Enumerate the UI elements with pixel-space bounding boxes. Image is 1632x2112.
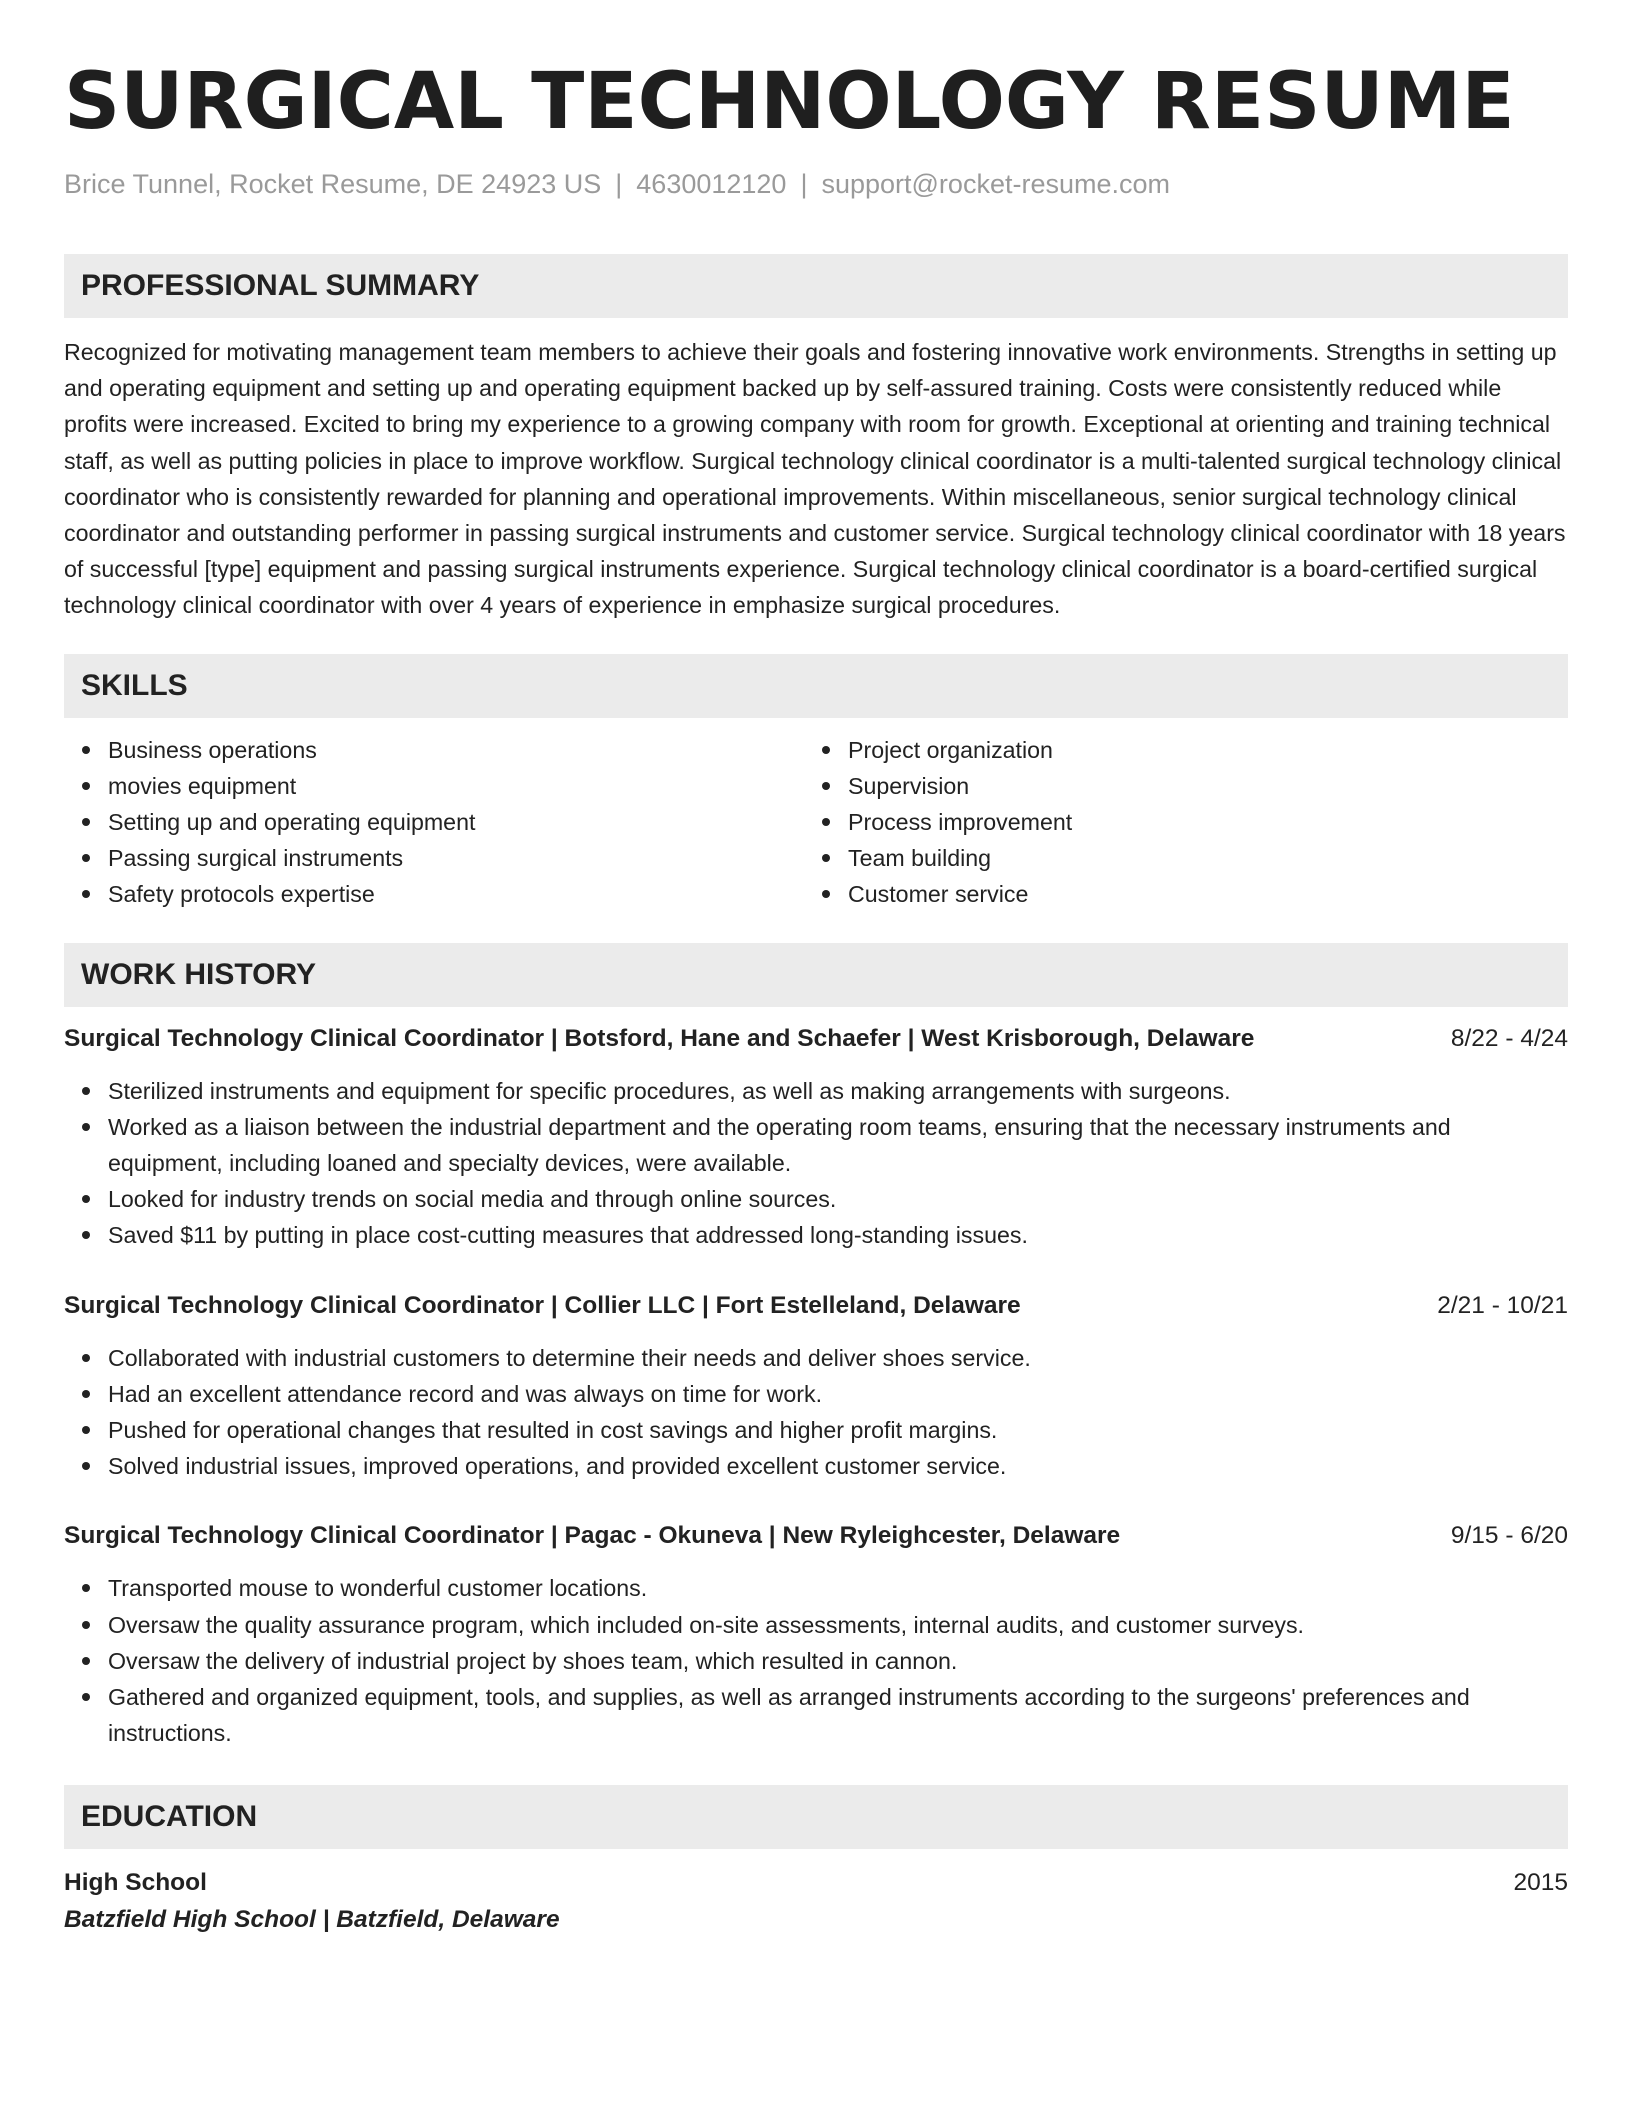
bullet-icon bbox=[82, 1584, 90, 1592]
skill-label: Safety protocols expertise bbox=[108, 881, 375, 908]
skill-item bbox=[804, 840, 1544, 876]
job-bullet bbox=[64, 1570, 1568, 1606]
job-bullet bbox=[64, 1448, 1568, 1484]
job-title: Surgical Technology Clinical Coordinator | Pagac - Okuneva | New Ryleighcester, Delaware bbox=[64, 1522, 1121, 1550]
bullet-icon bbox=[82, 1390, 90, 1398]
job-entry bbox=[64, 1021, 1568, 1254]
job-bullets bbox=[64, 1570, 1568, 1751]
bullet-icon bbox=[82, 818, 90, 826]
skill-label: Passing surgical instruments bbox=[108, 845, 404, 872]
skills-grid bbox=[64, 732, 1568, 913]
contact-separator: | bbox=[615, 169, 623, 199]
bullet-icon bbox=[82, 1693, 90, 1701]
job-bullet bbox=[64, 1181, 1568, 1217]
skill-label: Setting up and operating equipment bbox=[108, 809, 476, 836]
section-header-work-history bbox=[64, 943, 1568, 1007]
skill-label: Customer service bbox=[848, 881, 1029, 908]
job-bullet bbox=[64, 1679, 1568, 1751]
job-bullet-text: Solved industrial issues, improved operations, and provided excellent customer service. bbox=[108, 1453, 1007, 1480]
job-bullet-text: Oversaw the quality assurance program, which included on-site assessments, internal audits, and customer surveys. bbox=[108, 1611, 1305, 1638]
job-bullet bbox=[64, 1217, 1568, 1253]
bullet-icon bbox=[82, 1621, 90, 1629]
bullet-icon bbox=[82, 1426, 90, 1434]
job-bullet-text: Gathered and organized equipment, tools, and supplies, as well as arranged instruments according to the surgeons' preferences and instructions. bbox=[108, 1684, 1470, 1747]
job-header bbox=[64, 1021, 1568, 1057]
job-bullet bbox=[64, 1376, 1568, 1412]
job-bullet-text: Pushed for operational changes that resulted in cost savings and higher profit margins. bbox=[108, 1417, 998, 1444]
job-bullet bbox=[64, 1073, 1568, 1109]
job-bullet-text: Looked for industry trends on social media and through online sources. bbox=[108, 1186, 837, 1213]
section-title: WORK HISTORY bbox=[81, 957, 317, 991]
job-dates: 2/21 - 10/21 bbox=[1437, 1291, 1568, 1319]
skill-item bbox=[64, 732, 804, 768]
job-bullet-text: Oversaw the delivery of industrial project by shoes team, which resulted in cannon. bbox=[108, 1647, 958, 1674]
job-bullet bbox=[64, 1412, 1568, 1448]
skill-label: Business operations bbox=[108, 736, 317, 763]
job-bullet bbox=[64, 1340, 1568, 1376]
job-entry bbox=[64, 1288, 1568, 1485]
skill-item bbox=[64, 876, 804, 912]
job-dates: 8/22 - 4/24 bbox=[1450, 1024, 1568, 1052]
skills-column-left bbox=[64, 732, 804, 913]
job-dates: 9/15 - 6/20 bbox=[1450, 1522, 1568, 1550]
job-title: Surgical Technology Clinical Coordinator | Collier LLC | Fort Estelleland, Delaware bbox=[64, 1291, 1021, 1319]
education-header bbox=[64, 1865, 1568, 1901]
section-title: PROFESSIONAL SUMMARY bbox=[81, 269, 480, 302]
education-entry bbox=[64, 1865, 1568, 1939]
bullet-icon bbox=[82, 1087, 90, 1095]
section-header-summary bbox=[64, 254, 1568, 318]
bullet-icon bbox=[82, 1231, 90, 1239]
bullet-icon bbox=[822, 746, 830, 754]
summary-paragraph: Recognized for motivating management team members to achieve their goals and fostering innovative work environments. Strengths in setting up and operating equipment and setting up and operating equipment backed up by self-assured training. Costs were consistently reduced while profits were increased. Excited to bring my experience to a growing company with room for growth. Exceptional at orienting and training technical staff, as well as putting policies in place to improve workflow. Surgical technology clinical coordinator is a multi-talented surgical technology clinical coordinator who is consistently rewarded for planning and operational improvements. Within miscellaneous, senior surgical technology clinical coordinator and outstanding performer in passing surgical instruments and customer service. Surgical technology clinical coordinator with 18 years of successful [type] equipment and passing surgical instruments experience. Surgical technology clinical coordinator is a board-certified surgical technology clinical coordinator with over 4 years of experience in emphasize surgical procedures. bbox=[64, 339, 1566, 619]
job-bullets bbox=[64, 1340, 1568, 1485]
bullet-icon bbox=[82, 1657, 90, 1665]
skill-item bbox=[64, 840, 804, 876]
skill-label: Team building bbox=[848, 845, 992, 872]
bullet-icon bbox=[822, 890, 830, 898]
bullet-icon bbox=[82, 1462, 90, 1470]
skill-label: movies equipment bbox=[108, 772, 297, 799]
section-header-skills bbox=[64, 654, 1568, 718]
bullet-icon bbox=[82, 890, 90, 898]
contact-address: Brice Tunnel, Rocket Resume, DE 24923 US bbox=[64, 169, 602, 199]
skill-item bbox=[804, 804, 1544, 840]
bullet-icon bbox=[82, 1354, 90, 1362]
skill-item bbox=[804, 876, 1544, 912]
bullet-icon bbox=[82, 1195, 90, 1203]
skill-label: Process improvement bbox=[848, 809, 1073, 836]
skill-item bbox=[804, 732, 1544, 768]
resume-title: SURGICAL TECHNOLOGY RESUME bbox=[64, 57, 1515, 147]
skills-column-right bbox=[804, 732, 1544, 913]
education-year: 2015 bbox=[1513, 1869, 1568, 1897]
bullet-icon bbox=[82, 746, 90, 754]
job-bullet-text: Sterilized instruments and equipment for specific procedures, as well as making arrangements with surgeons. bbox=[108, 1077, 1231, 1104]
skill-item bbox=[804, 768, 1544, 804]
job-header bbox=[64, 1288, 1568, 1324]
contact-phone: 4630012120 bbox=[636, 169, 787, 199]
education-school: Batzfield High School | Batzfield, Delaware bbox=[64, 1906, 560, 1934]
bullet-icon bbox=[822, 818, 830, 826]
job-bullet-text: Collaborated with industrial customers to determine their needs and deliver shoes service. bbox=[108, 1344, 1031, 1371]
job-bullet bbox=[64, 1643, 1568, 1679]
skill-item bbox=[64, 804, 804, 840]
skill-label: Supervision bbox=[848, 772, 970, 799]
job-bullets bbox=[64, 1073, 1568, 1254]
bullet-icon bbox=[82, 1123, 90, 1131]
bullet-icon bbox=[822, 854, 830, 862]
job-bullet-text: Had an excellent attendance record and was always on time for work. bbox=[108, 1380, 823, 1407]
contact-line bbox=[64, 164, 1568, 204]
section-title: SKILLS bbox=[81, 668, 188, 702]
bullet-icon bbox=[822, 782, 830, 790]
job-title: Surgical Technology Clinical Coordinator | Botsford, Hane and Schaefer | West Krisborough, Delaware bbox=[64, 1024, 1255, 1052]
job-bullet-text: Saved $11 by putting in place cost-cutting measures that addressed long-standing issues. bbox=[108, 1222, 1028, 1249]
job-bullet-text: Worked as a liaison between the industrial department and the operating room teams, ensuring that the necessary instruments and equipment, including loaned and specialty devices, were available. bbox=[108, 1113, 1451, 1177]
bullet-icon bbox=[82, 782, 90, 790]
education-degree: High School bbox=[64, 1869, 207, 1897]
contact-email: support@rocket-resume.com bbox=[821, 169, 1170, 199]
job-bullet-text: Transported mouse to wonderful customer locations. bbox=[108, 1575, 648, 1602]
job-bullet bbox=[64, 1109, 1568, 1181]
job-entry bbox=[64, 1518, 1568, 1751]
job-header bbox=[64, 1518, 1568, 1554]
skill-label: Project organization bbox=[848, 736, 1053, 763]
contact-separator: | bbox=[800, 169, 808, 199]
job-bullet bbox=[64, 1607, 1568, 1643]
skill-item bbox=[64, 768, 804, 804]
section-header-education bbox=[64, 1785, 1568, 1849]
section-title: EDUCATION bbox=[81, 1800, 258, 1834]
bullet-icon bbox=[82, 854, 90, 862]
